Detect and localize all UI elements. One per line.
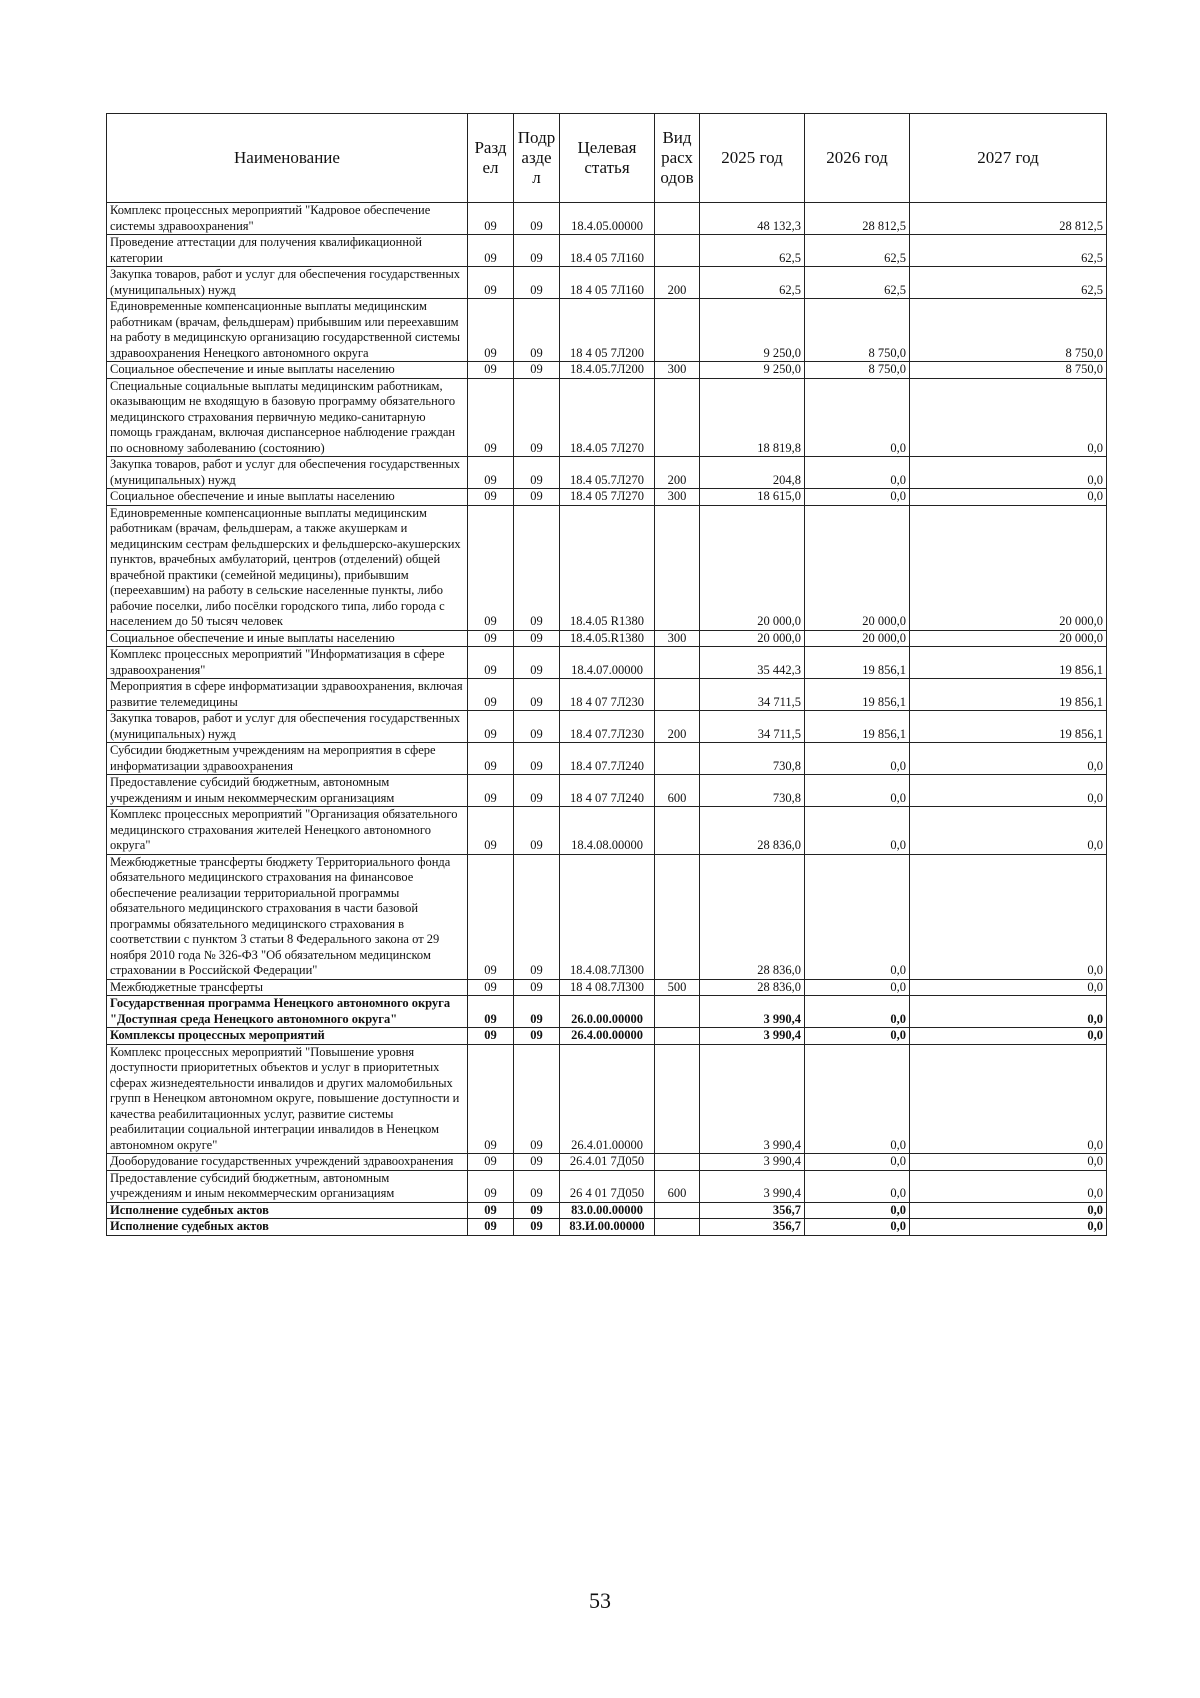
cell-section: 09	[468, 711, 514, 743]
cell-target-article: 83.И.00.00000	[560, 1219, 655, 1236]
cell-expense-type	[655, 378, 700, 457]
cell-2025: 34 711,5	[700, 679, 805, 711]
cell-section: 09	[468, 1154, 514, 1171]
cell-2027: 20 000,0	[910, 630, 1107, 647]
header-expense-type: Вид расх одов	[655, 114, 700, 203]
cell-2026: 8 750,0	[805, 362, 910, 379]
cell-subsection: 09	[514, 299, 560, 362]
cell-subsection: 09	[514, 1044, 560, 1154]
cell-2027: 0,0	[910, 854, 1107, 979]
cell-2025: 18 819,8	[700, 378, 805, 457]
cell-2026: 0,0	[805, 1170, 910, 1202]
table-row	[107, 711, 1107, 743]
cell-2026: 62,5	[805, 235, 910, 267]
cell-expense-type	[655, 1202, 700, 1219]
table-row	[107, 1044, 1107, 1154]
table-row	[107, 1219, 1107, 1236]
cell-target-article: 18 4 08.7Л300	[560, 979, 655, 996]
cell-section: 09	[468, 775, 514, 807]
cell-name: Комплексы процессных мероприятий	[107, 1028, 468, 1045]
cell-section: 09	[468, 1170, 514, 1202]
header-name: Наименование	[107, 114, 468, 203]
header-year-2026: 2026 год	[805, 114, 910, 203]
table-row	[107, 854, 1107, 979]
cell-2025: 730,8	[700, 743, 805, 775]
page-number: 53	[589, 1588, 611, 1613]
cell-2025: 18 615,0	[700, 489, 805, 506]
cell-expense-type: 300	[655, 630, 700, 647]
cell-section: 09	[468, 1044, 514, 1154]
cell-expense-type	[655, 203, 700, 235]
cell-2027: 8 750,0	[910, 299, 1107, 362]
cell-target-article: 26.0.00.00000	[560, 996, 655, 1028]
cell-name: Закупка товаров, работ и услуг для обеспечения государственных (муниципальных) нужд	[107, 711, 468, 743]
cell-2027: 0,0	[910, 457, 1107, 489]
cell-section: 09	[468, 203, 514, 235]
cell-2026: 8 750,0	[805, 299, 910, 362]
cell-section: 09	[468, 1202, 514, 1219]
header-section: Разд ел	[468, 114, 514, 203]
cell-2026: 0,0	[805, 979, 910, 996]
cell-expense-type	[655, 647, 700, 679]
cell-2026: 0,0	[805, 1044, 910, 1154]
cell-subsection: 09	[514, 235, 560, 267]
cell-name: Исполнение судебных актов	[107, 1219, 468, 1236]
cell-section: 09	[468, 743, 514, 775]
cell-expense-type: 200	[655, 457, 700, 489]
cell-2027: 20 000,0	[910, 505, 1107, 630]
cell-section: 09	[468, 647, 514, 679]
cell-subsection: 09	[514, 630, 560, 647]
cell-target-article: 18 4 07 7Л230	[560, 679, 655, 711]
cell-2026: 19 856,1	[805, 647, 910, 679]
cell-2026: 0,0	[805, 775, 910, 807]
cell-section: 09	[468, 679, 514, 711]
cell-name: Межбюджетные трансферты бюджету Территориального фонда обязательного медицинского страхования на финансовое обеспечение реализации территориальной программы обязательного медицинского страхования в части базовой программы обязательного медицинского страхования в соответствии с пунктом 3 статьи 8 Федерального закона от 29 ноября 2010 года № 326-ФЗ "Об обязательном медицинском страховании в Российской Федерации"	[107, 854, 468, 979]
cell-2025: 356,7	[700, 1202, 805, 1219]
cell-2025: 62,5	[700, 235, 805, 267]
table-row	[107, 489, 1107, 506]
cell-target-article: 18.4 05.7Л270	[560, 457, 655, 489]
cell-section: 09	[468, 378, 514, 457]
cell-2025: 204,8	[700, 457, 805, 489]
table-row	[107, 267, 1107, 299]
cell-expense-type: 300	[655, 489, 700, 506]
cell-subsection: 09	[514, 1202, 560, 1219]
cell-name: Закупка товаров, работ и услуг для обеспечения государственных (муниципальных) нужд	[107, 267, 468, 299]
budget-table	[106, 113, 1107, 1236]
cell-section: 09	[468, 489, 514, 506]
cell-expense-type: 200	[655, 711, 700, 743]
cell-name: Государственная программа Ненецкого автономного округа "Доступная среда Ненецкого автономного округа"	[107, 996, 468, 1028]
cell-2026: 19 856,1	[805, 711, 910, 743]
cell-2026: 0,0	[805, 457, 910, 489]
cell-expense-type	[655, 235, 700, 267]
table-row	[107, 362, 1107, 379]
cell-section: 09	[468, 1028, 514, 1045]
cell-2026: 19 856,1	[805, 679, 910, 711]
cell-target-article: 18.4 05 7Л270	[560, 489, 655, 506]
cell-name: Социальное обеспечение и иные выплаты населению	[107, 362, 468, 379]
header-subsection: Подр азде л	[514, 114, 560, 203]
table-row	[107, 299, 1107, 362]
cell-expense-type	[655, 996, 700, 1028]
cell-2025: 34 711,5	[700, 711, 805, 743]
cell-name: Предоставление субсидий бюджетным, автономным учреждениям и иным некоммерческим организациям	[107, 1170, 468, 1202]
cell-name: Проведение аттестации для получения квалификационной категории	[107, 235, 468, 267]
cell-2027: 0,0	[910, 378, 1107, 457]
cell-subsection: 09	[514, 1154, 560, 1171]
cell-target-article: 26 4 01 7Д050	[560, 1170, 655, 1202]
cell-target-article: 18.4.07.00000	[560, 647, 655, 679]
cell-subsection: 09	[514, 1028, 560, 1045]
cell-name: Исполнение судебных актов	[107, 1202, 468, 1219]
cell-subsection: 09	[514, 743, 560, 775]
cell-name: Социальное обеспечение и иные выплаты населению	[107, 630, 468, 647]
cell-subsection: 09	[514, 979, 560, 996]
cell-2027: 0,0	[910, 1028, 1107, 1045]
cell-expense-type	[655, 1154, 700, 1171]
cell-2026: 0,0	[805, 807, 910, 855]
cell-expense-type	[655, 743, 700, 775]
cell-2027: 0,0	[910, 1170, 1107, 1202]
cell-2025: 3 990,4	[700, 1154, 805, 1171]
cell-subsection: 09	[514, 1170, 560, 1202]
cell-expense-type	[655, 807, 700, 855]
cell-2025: 9 250,0	[700, 362, 805, 379]
cell-expense-type	[655, 679, 700, 711]
cell-2025: 3 990,4	[700, 1044, 805, 1154]
cell-2027: 8 750,0	[910, 362, 1107, 379]
cell-name: Комплекс процессных мероприятий "Кадровое обеспечение системы здравоохранения"	[107, 203, 468, 235]
cell-name: Комплекс процессных мероприятий "Повышение уровня доступности приоритетных объектов и услуг в приоритетных сферах жизнедеятельности инвалидов и других маломобильных групп в Ненецком автономном округе, повышение доступности и качества реабилитационных услуг, развитие системы реабилитации социальной интеграции инвалидов в Ненецком автономном округе"	[107, 1044, 468, 1154]
header-target-article: Целевая статья	[560, 114, 655, 203]
cell-name: Закупка товаров, работ и услуг для обеспечения государственных (муниципальных) нужд	[107, 457, 468, 489]
cell-subsection: 09	[514, 457, 560, 489]
cell-subsection: 09	[514, 489, 560, 506]
cell-section: 09	[468, 362, 514, 379]
cell-target-article: 26.4.01 7Д050	[560, 1154, 655, 1171]
cell-section: 09	[468, 235, 514, 267]
cell-name: Мероприятия в сфере информатизации здравоохранения, включая развитие телемедицины	[107, 679, 468, 711]
cell-2026: 0,0	[805, 378, 910, 457]
header-year-2027: 2027 год	[910, 114, 1107, 203]
cell-subsection: 09	[514, 362, 560, 379]
cell-name: Межбюджетные трансферты	[107, 979, 468, 996]
cell-expense-type: 600	[655, 775, 700, 807]
cell-2025: 62,5	[700, 267, 805, 299]
cell-subsection: 09	[514, 505, 560, 630]
cell-2026: 62,5	[805, 267, 910, 299]
cell-2025: 20 000,0	[700, 630, 805, 647]
cell-name: Предоставление субсидий бюджетным, автономным учреждениям и иным некоммерческим организациям	[107, 775, 468, 807]
cell-expense-type	[655, 505, 700, 630]
cell-section: 09	[468, 1219, 514, 1236]
cell-target-article: 18.4.05.00000	[560, 203, 655, 235]
cell-name: Комплекс процессных мероприятий "Информатизация в сфере здравоохранения"	[107, 647, 468, 679]
header-year-2025: 2025 год	[700, 114, 805, 203]
cell-2027: 0,0	[910, 1044, 1107, 1154]
cell-target-article: 18.4.08.7Л300	[560, 854, 655, 979]
cell-2025: 20 000,0	[700, 505, 805, 630]
cell-subsection: 09	[514, 854, 560, 979]
cell-name: Дооборудование государственных учреждений здравоохранения	[107, 1154, 468, 1171]
table-row	[107, 979, 1107, 996]
cell-2025: 3 990,4	[700, 1028, 805, 1045]
cell-2025: 35 442,3	[700, 647, 805, 679]
cell-target-article: 18.4.08.00000	[560, 807, 655, 855]
cell-subsection: 09	[514, 996, 560, 1028]
table-row	[107, 1202, 1107, 1219]
cell-target-article: 26.4.00.00000	[560, 1028, 655, 1045]
cell-target-article: 26.4.01.00000	[560, 1044, 655, 1154]
table-row	[107, 775, 1107, 807]
cell-2027: 62,5	[910, 267, 1107, 299]
cell-name: Специальные социальные выплаты медицинским работникам, оказывающим не входящую в базовую программу обязательного медицинского страхования первичную медико-санитарную помощь гражданам, включая диспансерное наблюдение граждан по основному заболеванию (состоянию)	[107, 378, 468, 457]
cell-2026: 28 812,5	[805, 203, 910, 235]
cell-2025: 9 250,0	[700, 299, 805, 362]
cell-2027: 19 856,1	[910, 647, 1107, 679]
cell-section: 09	[468, 807, 514, 855]
cell-2025: 28 836,0	[700, 979, 805, 996]
cell-subsection: 09	[514, 647, 560, 679]
table-row	[107, 807, 1107, 855]
cell-section: 09	[468, 457, 514, 489]
cell-name: Единовременные компенсационные выплаты медицинским работникам (врачам, фельдшерам) прибывшим или переехавшим на работу в медицинскую организацию государственной системы здравоохранения Ненецкого автономного округа	[107, 299, 468, 362]
cell-expense-type	[655, 299, 700, 362]
cell-2026: 0,0	[805, 1154, 910, 1171]
table-row	[107, 996, 1107, 1028]
cell-2025: 3 990,4	[700, 996, 805, 1028]
cell-subsection: 09	[514, 1219, 560, 1236]
cell-subsection: 09	[514, 807, 560, 855]
cell-name: Субсидии бюджетным учреждениям на мероприятия в сфере информатизации здравоохранения	[107, 743, 468, 775]
cell-expense-type: 600	[655, 1170, 700, 1202]
cell-2027: 0,0	[910, 1219, 1107, 1236]
cell-2026: 0,0	[805, 489, 910, 506]
cell-expense-type	[655, 1028, 700, 1045]
cell-target-article: 18 4 05 7Л160	[560, 267, 655, 299]
cell-2026: 20 000,0	[805, 505, 910, 630]
cell-2025: 3 990,4	[700, 1170, 805, 1202]
table-row	[107, 235, 1107, 267]
cell-section: 09	[468, 630, 514, 647]
cell-2025: 28 836,0	[700, 854, 805, 979]
cell-2027: 19 856,1	[910, 679, 1107, 711]
cell-2025: 356,7	[700, 1219, 805, 1236]
cell-section: 09	[468, 505, 514, 630]
cell-target-article: 18.4 07.7Л230	[560, 711, 655, 743]
cell-target-article: 18.4.05 7Л270	[560, 378, 655, 457]
cell-subsection: 09	[514, 267, 560, 299]
cell-section: 09	[468, 979, 514, 996]
cell-2026: 0,0	[805, 854, 910, 979]
table-row	[107, 1028, 1107, 1045]
cell-name: Комплекс процессных мероприятий "Организация обязательного медицинского страхования жителей Ненецкого автономного округа"	[107, 807, 468, 855]
cell-2027: 0,0	[910, 775, 1107, 807]
cell-section: 09	[468, 996, 514, 1028]
table-row	[107, 647, 1107, 679]
cell-expense-type	[655, 1219, 700, 1236]
cell-name: Социальное обеспечение и иные выплаты населению	[107, 489, 468, 506]
cell-subsection: 09	[514, 203, 560, 235]
cell-section: 09	[468, 854, 514, 979]
table-body	[107, 203, 1107, 1236]
cell-subsection: 09	[514, 711, 560, 743]
cell-2027: 0,0	[910, 1202, 1107, 1219]
cell-2026: 0,0	[805, 1219, 910, 1236]
cell-expense-type: 200	[655, 267, 700, 299]
cell-2027: 0,0	[910, 489, 1107, 506]
header-row	[107, 114, 1107, 203]
cell-2025: 48 132,3	[700, 203, 805, 235]
cell-target-article: 18.4 05 7Л160	[560, 235, 655, 267]
cell-2027: 28 812,5	[910, 203, 1107, 235]
cell-2026: 20 000,0	[805, 630, 910, 647]
table-row	[107, 505, 1107, 630]
cell-2026: 0,0	[805, 743, 910, 775]
cell-name: Единовременные компенсационные выплаты медицинским работникам (врачам, фельдшерам, а также акушеркам и медицинским сестрам фельдшерских и фельдшерско-акушерских пунктов, врачебных амбулаторий, центров (отделений) общей врачебной практики (семейной медицины), прибывшим (переехавшим) на работу в сельские населенные пункты, либо рабочие поселки, либо посёлки городского типа, либо города с населением до 50 тысяч человек	[107, 505, 468, 630]
cell-2026: 0,0	[805, 1202, 910, 1219]
cell-target-article: 18.4.05.R1380	[560, 630, 655, 647]
cell-expense-type: 300	[655, 362, 700, 379]
cell-target-article: 18 4 05 7Л200	[560, 299, 655, 362]
cell-target-article: 18 4 07 7Л240	[560, 775, 655, 807]
cell-target-article: 18.4.05 R1380	[560, 505, 655, 630]
cell-target-article: 18.4.05.7Л200	[560, 362, 655, 379]
cell-subsection: 09	[514, 679, 560, 711]
table-row	[107, 1154, 1107, 1171]
table-row	[107, 743, 1107, 775]
table-row	[107, 203, 1107, 235]
table-row	[107, 378, 1107, 457]
cell-2027: 0,0	[910, 996, 1107, 1028]
cell-target-article: 18.4 07.7Л240	[560, 743, 655, 775]
cell-section: 09	[468, 267, 514, 299]
cell-expense-type	[655, 854, 700, 979]
cell-2027: 0,0	[910, 979, 1107, 996]
table-row	[107, 457, 1107, 489]
cell-2027: 0,0	[910, 807, 1107, 855]
cell-subsection: 09	[514, 775, 560, 807]
cell-expense-type: 500	[655, 979, 700, 996]
cell-2025: 28 836,0	[700, 807, 805, 855]
cell-section: 09	[468, 299, 514, 362]
cell-target-article: 83.0.00.00000	[560, 1202, 655, 1219]
cell-subsection: 09	[514, 378, 560, 457]
cell-2027: 0,0	[910, 1154, 1107, 1171]
cell-2026: 0,0	[805, 1028, 910, 1045]
budget-document	[106, 113, 1106, 1236]
cell-expense-type	[655, 1044, 700, 1154]
table-row	[107, 630, 1107, 647]
table-row	[107, 1170, 1107, 1202]
cell-2027: 62,5	[910, 235, 1107, 267]
table-row	[107, 679, 1107, 711]
cell-2026: 0,0	[805, 996, 910, 1028]
cell-2025: 730,8	[700, 775, 805, 807]
cell-2027: 0,0	[910, 743, 1107, 775]
cell-2027: 19 856,1	[910, 711, 1107, 743]
